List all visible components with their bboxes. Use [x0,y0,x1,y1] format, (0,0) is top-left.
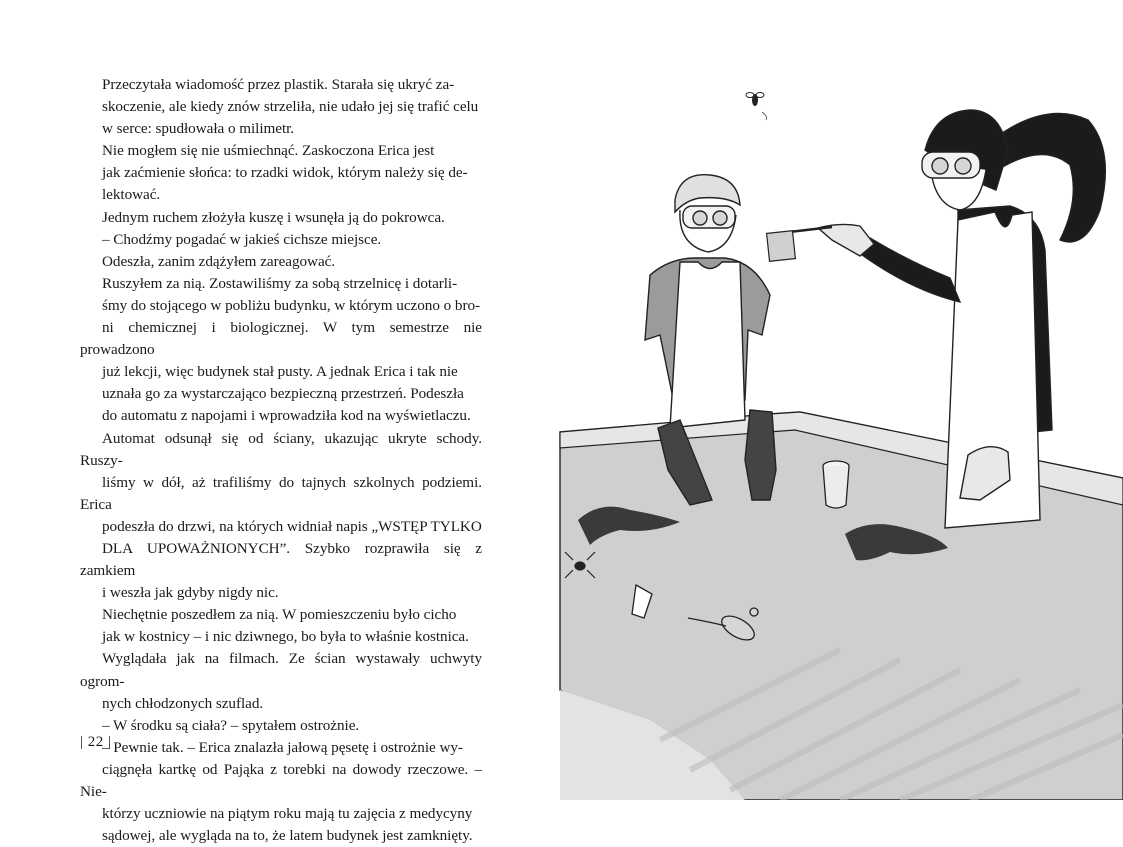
text-line: skoczenie, ale kiedy znów strzeliła, nie udało jej się trafić celu [102,98,479,116]
text-line: Automat odsunął się od ściany, ukazując ukryte schody. Ruszy- [80,429,482,469]
text-line: – W środku są ciała? – spytałem ostrożnie. [102,716,360,734]
text-line: do automatu z napojami i wprowadziła kod na wyświetlaczu. [102,407,471,425]
boy-right-glove [745,410,776,500]
text-line: jak zaćmienie słońca: to rzadki widok, którym należy się de- [102,164,468,182]
page-number: | 22 | [80,734,112,750]
paragraph [80,229,482,251]
body-text [80,74,482,847]
left-page [0,0,540,845]
text-line: i weszła jak gdyby nigdy nic. [102,584,279,602]
paragraph [80,715,482,737]
text-line: Przeczytała wiadomość przez plastik. Starała się ukryć za- [102,76,455,93]
text-line: DLA UPOWAŻNIONYCH”. Szybko rozprawiła się z zamkiem [80,539,482,580]
text-line: Niechętnie poszedłem za nią. W pomieszczeniu było cicho [102,606,457,624]
text-line: – Pewnie tak. – Erica znalazła jałową pęsetę i ostrożnie wy- [102,738,463,756]
text-line: liśmy w dół, aż trafiliśmy do tajnych szkolnych podziemi. Erica [80,473,482,513]
text-line: Wyglądała jak na filmach. Ze ścian wystawały uchwyty ogrom- [80,650,482,690]
girl-arm [858,238,960,302]
text-line: ni chemicznej i biologicznej. W tym semestrze nie prowadzono [80,319,482,359]
fly-icon [746,93,767,121]
text-line: śmy do stojącego w pobliżu budynku, w którym uczono o bro- [102,296,480,314]
text-line: Odeszła, zanim zdążyłem zareagować. [102,252,336,270]
text-line: – Chodźmy pogadać w jakieś cichsze miejsce. [102,230,382,248]
paragraph [80,273,482,604]
text-line: nych chłodzonych szuflad. [102,694,264,712]
text-line: Nie mogłem się nie uśmiechnąć. Zaskoczona Erica jest [102,142,435,160]
text-line: lektować. [102,186,161,204]
paragraph [80,74,482,140]
boy-apron [670,262,745,428]
text-line: którzy uczniowie na piątym roku mają tu zajęcia z medycyny [102,805,473,823]
text-line: już lekcji, więc budynek stał pusty. A jednak Erica i tak nie [102,363,458,381]
paragraph [80,207,482,229]
girl-glove [818,224,874,256]
paragraph [80,140,482,206]
morgue-illustration [540,0,1123,800]
text-line: jak w kostnicy – i nic dziwnego, bo była to właśnie kostnica. [102,628,469,646]
right-page [540,0,1123,800]
glass-beaker-icon [823,461,849,508]
paragraph [80,251,482,273]
text-line: w serce: spudłowała o milimetr. [102,120,295,138]
text-line: Ruszyłem za nią. Zostawiliśmy za sobą strzelnicę i dotarli- [102,274,458,292]
text-line: uznała go za wystarczająco bezpieczną przestrzeń. Podeszła [102,385,464,403]
paragraph [80,604,482,714]
text-line: ciągnęła kartkę od Pająka z torebki na dowody rzeczowe. – Nie- [80,760,482,800]
paragraph [80,737,482,847]
note-card-icon [767,231,796,262]
text-line: sądowej, ale wygląda na to, że latem budynek jest zamknięty. [102,827,473,845]
text-line: podeszła do drzwi, na których widniał napis „WSTĘP TYLKO [102,517,482,535]
text-line: Jednym ruchem złożyła kuszę i wsunęła ją do pokrowca. [102,208,445,226]
